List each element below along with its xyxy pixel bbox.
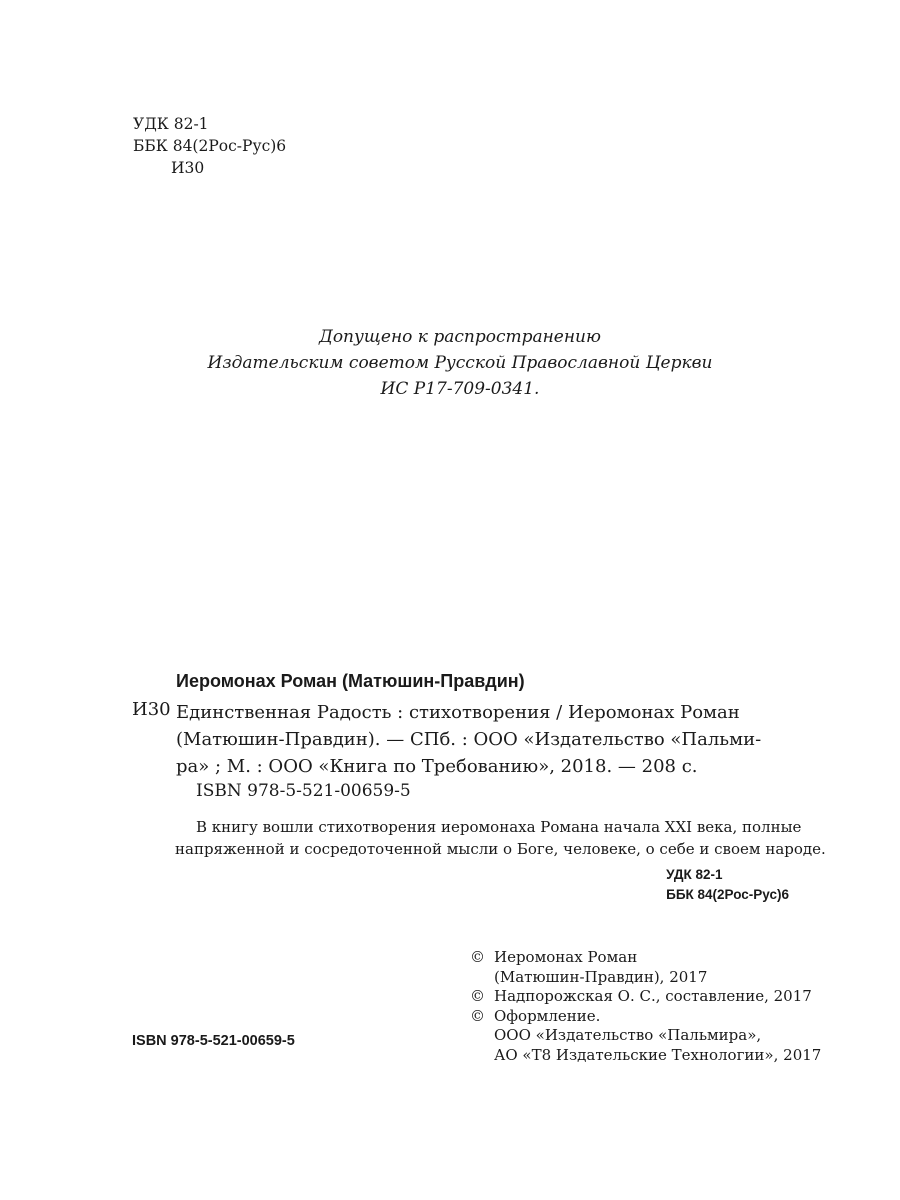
author-sign-code: И30 [171,159,205,177]
catalog-code: И30 [132,699,171,720]
copyright-design: Оформление. [494,1006,601,1025]
classification-codes-bottom [666,865,789,905]
bbk-code: ББК 84(2Рос-Рус)6 [133,137,287,155]
copyright-author: Иеромонах Роман [494,948,638,966]
isbn-bottom: ISBN 978-5-521-00659-5 [132,1033,295,1049]
copyright-entry-design [470,1007,821,1027]
annotation-line-1: В книгу вошли стихотворения иеромонаха Романа начала XXI века, полные [196,818,802,836]
copyright-design-publisher-2: АО «Т8 Издательские Технологии», 2017 [494,1045,822,1064]
bbk-code-bottom: ББК 84(2Рос-Рус)6 [666,887,789,902]
copyright-icon: © [470,1006,485,1025]
catalog-description [176,699,761,780]
copyright-entry-compiler [470,987,821,1007]
copyright-entry-author [470,948,821,968]
catalog-isbn: ISBN 978-5-521-00659-5 [196,781,411,801]
description-line-2: (Матюшин-Правдин). — СПб. : ООО «Издательство «Пальми- [176,729,762,750]
annotation-line-2: напряженной и сосредоточенной мысли о Боге, человеке, о себе и своем народе. [175,840,826,858]
copyright-compiler: Надпорожская О. С., составление, 2017 [494,987,812,1005]
book-annotation [175,816,826,860]
copyright-block [470,948,821,1065]
approval-line-2: Издательским советом Русской Православной Церкви [207,353,713,373]
description-line-3: ра» ; М. : ООО «Книга по Требованию», 2018. — 208 с. [176,756,698,777]
description-line-1: Единственная Радость : стихотворения / Иеромонах Роман [176,702,740,723]
copyright-design-publisher-1: ООО «Издательство «Пальмира», [494,1026,762,1044]
copyright-icon: © [470,948,485,966]
classification-codes-top [133,113,286,179]
copyright-author-cont: (Матюшин-Правдин), 2017 [494,967,708,986]
approval-notice [0,324,900,402]
udk-code-bottom: УДК 82-1 [666,867,723,882]
copyright-icon: © [470,987,485,1005]
catalog-author: Иеромонах Роман (Матюшин-Правдин) [176,671,525,691]
approval-line-1: Допущено к распространению [319,327,601,347]
udk-code: УДК 82-1 [133,115,209,133]
approval-line-3: ИС Р17-709-0341. [380,379,540,399]
